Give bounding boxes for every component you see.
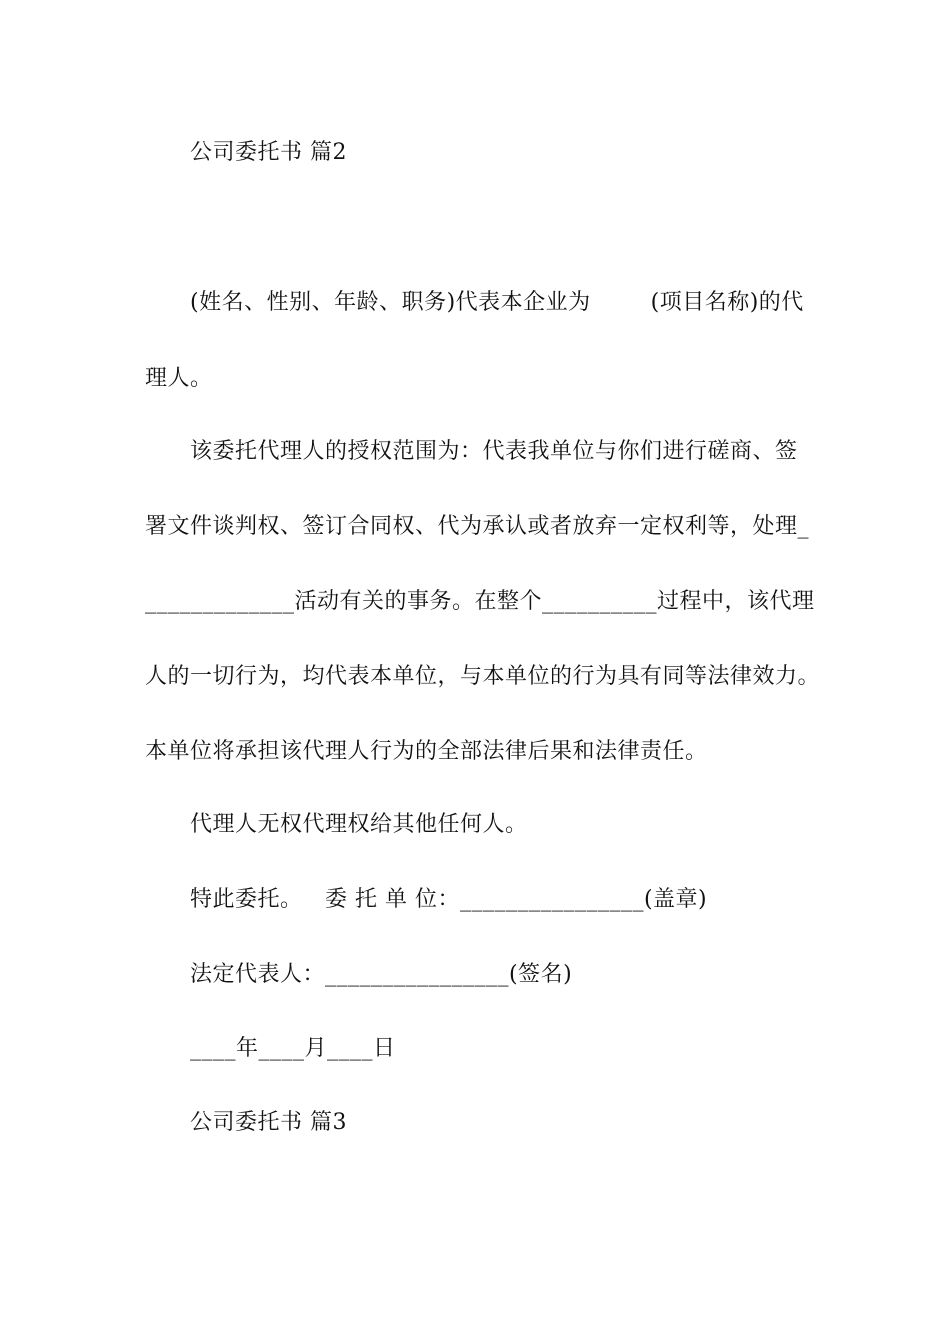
paragraph-2-line-5: 本单位将承担该代理人行为的全部法律后果和法律责任。 [145,739,708,764]
paragraph-2-line-3: _____________活动有关的事务。在整个__________过程中，该代理 [145,589,815,614]
paragraph-6-date: ____年____月____日 [190,1036,396,1061]
paragraph-2-line-4: 人的一切行为，均代表本单位，与本单位的行为具有同等法律效力。 [145,664,821,689]
paragraph-1-line-2: 理人。 [145,366,213,391]
paragraph-2-line-1: 该委托代理人的授权范围为：代表我单位与你们进行磋商、签 [190,439,798,464]
section-heading-2: 公司委托书 篇2 [190,140,347,165]
section-heading-3: 公司委托书 篇3 [190,1110,347,1135]
paragraph-1-line-1: (姓名、性别、年龄、职务)代表本企业为 (项目名称)的代 [190,290,804,315]
paragraph-2-line-2: 署文件谈判权、签订合同权、代为承认或者放弃一定权利等，处理_ [145,514,810,539]
paragraph-5-legal-rep: 法定代表人：________________(签名) [190,962,573,987]
paragraph-4-entrust: 特此委托。 委 托 单 位：________________(盖章) [190,887,708,912]
paragraph-3: 代理人无权代理权给其他任何人。 [190,812,528,837]
